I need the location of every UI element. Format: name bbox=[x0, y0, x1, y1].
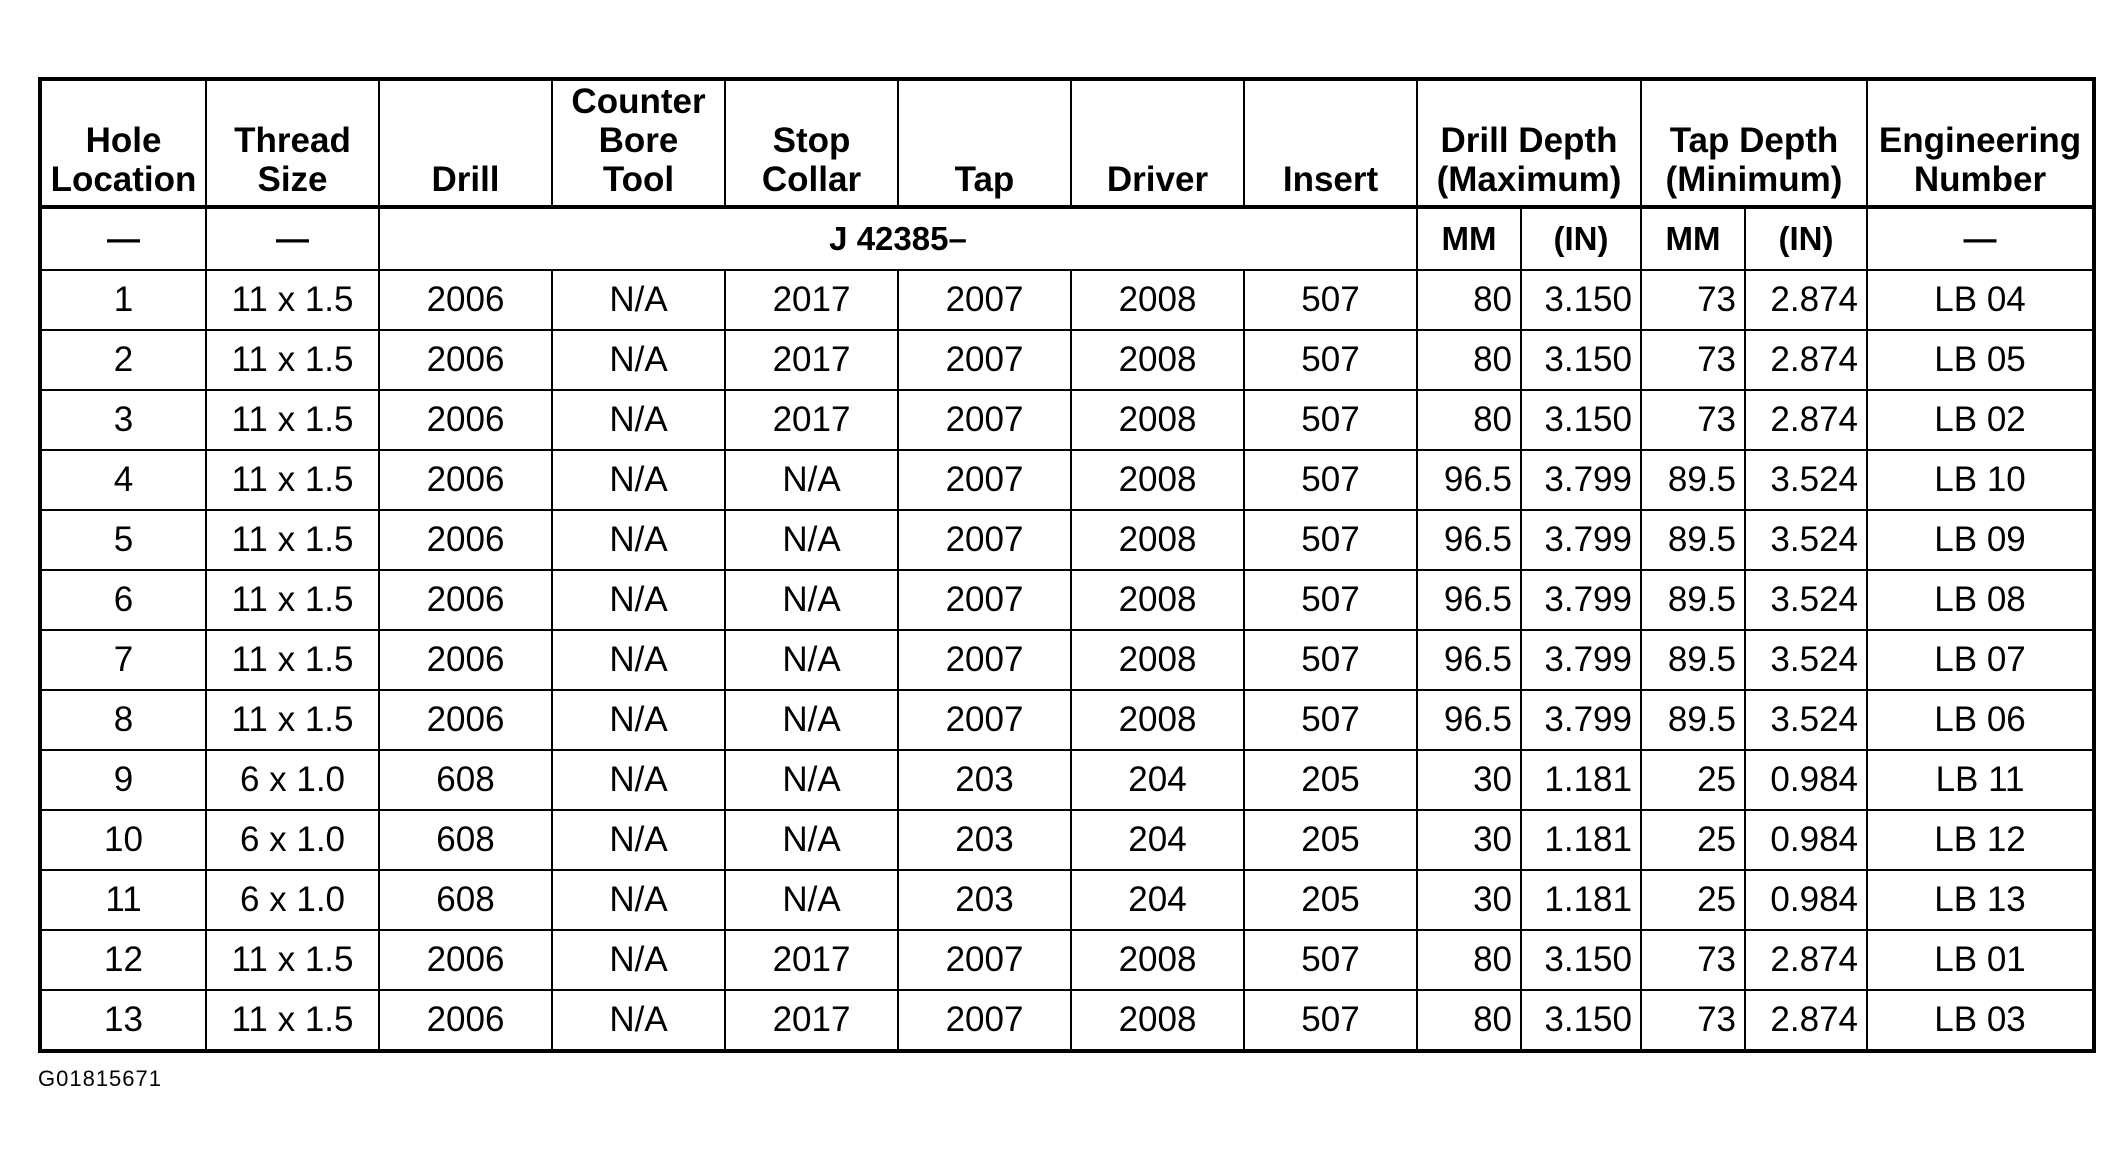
cell-engineering-number: LB 08 bbox=[1867, 570, 2094, 630]
header-drill-depth bbox=[1417, 79, 1641, 207]
cell-counter-bore-tool: N/A bbox=[552, 510, 725, 570]
cell-stop-collar: N/A bbox=[725, 510, 898, 570]
header-hole-location bbox=[40, 79, 206, 207]
header-insert bbox=[1244, 79, 1417, 207]
subheader-drill-in: (IN) bbox=[1521, 207, 1641, 270]
cell-tap-depth-in: 2.874 bbox=[1745, 330, 1867, 390]
subheader-engineering: — bbox=[1867, 207, 2094, 270]
cell-insert: 507 bbox=[1244, 390, 1417, 450]
cell-tap-depth-mm: 89.5 bbox=[1641, 570, 1745, 630]
cell-counter-bore-tool: N/A bbox=[552, 270, 725, 330]
cell-engineering-number: LB 04 bbox=[1867, 270, 2094, 330]
cell-tap: 2007 bbox=[898, 330, 1071, 390]
cell-tap: 2007 bbox=[898, 510, 1071, 570]
header-text: (Minimum) bbox=[1665, 160, 1843, 199]
cell-thread-size: 11 x 1.5 bbox=[206, 930, 379, 990]
cell-tap-depth-mm: 73 bbox=[1641, 270, 1745, 330]
cell-drill-depth-in: 3.150 bbox=[1521, 390, 1641, 450]
cell-drill-depth-mm: 96.5 bbox=[1417, 570, 1521, 630]
cell-engineering-number: LB 09 bbox=[1867, 510, 2094, 570]
cell-hole-location: 9 bbox=[40, 750, 206, 810]
cell-tap-depth-in: 3.524 bbox=[1745, 690, 1867, 750]
header-drill bbox=[379, 79, 552, 207]
header-text: Drill Depth bbox=[1440, 121, 1618, 160]
cell-driver: 2008 bbox=[1071, 330, 1244, 390]
subheader-row bbox=[40, 207, 2094, 270]
table-row bbox=[40, 690, 2094, 750]
cell-hole-location: 3 bbox=[40, 390, 206, 450]
cell-tap: 2007 bbox=[898, 930, 1071, 990]
cell-tap-depth-mm: 73 bbox=[1641, 390, 1745, 450]
cell-tap: 203 bbox=[898, 870, 1071, 930]
cell-tap: 2007 bbox=[898, 450, 1071, 510]
cell-insert: 205 bbox=[1244, 870, 1417, 930]
cell-counter-bore-tool: N/A bbox=[552, 330, 725, 390]
subheader-drill-mm: MM bbox=[1417, 207, 1521, 270]
cell-tap-depth-mm: 89.5 bbox=[1641, 510, 1745, 570]
cell-counter-bore-tool: N/A bbox=[552, 810, 725, 870]
header-text: Insert bbox=[1282, 160, 1379, 199]
header-text: (Maximum) bbox=[1436, 160, 1622, 199]
cell-tap: 203 bbox=[898, 750, 1071, 810]
cell-counter-bore-tool: N/A bbox=[552, 570, 725, 630]
cell-drill: 608 bbox=[379, 870, 552, 930]
cell-drill-depth-in: 3.150 bbox=[1521, 330, 1641, 390]
header-thread-size bbox=[206, 79, 379, 207]
header-text: Tap bbox=[954, 160, 1015, 199]
cell-thread-size: 6 x 1.0 bbox=[206, 870, 379, 930]
cell-drill: 2006 bbox=[379, 990, 552, 1051]
cell-hole-location: 11 bbox=[40, 870, 206, 930]
table-row bbox=[40, 270, 2094, 330]
header-text: Driver bbox=[1106, 160, 1209, 199]
cell-thread-size: 11 x 1.5 bbox=[206, 390, 379, 450]
cell-engineering-number: LB 12 bbox=[1867, 810, 2094, 870]
header-row bbox=[40, 79, 2094, 207]
cell-thread-size: 11 x 1.5 bbox=[206, 510, 379, 570]
cell-driver: 2008 bbox=[1071, 510, 1244, 570]
cell-hole-location: 10 bbox=[40, 810, 206, 870]
cell-counter-bore-tool: N/A bbox=[552, 990, 725, 1051]
cell-tap-depth-in: 0.984 bbox=[1745, 870, 1867, 930]
cell-driver: 2008 bbox=[1071, 270, 1244, 330]
subheader-thread-size: — bbox=[206, 207, 379, 270]
cell-thread-size: 6 x 1.0 bbox=[206, 810, 379, 870]
header-text: Counter bbox=[571, 82, 706, 121]
table-row bbox=[40, 930, 2094, 990]
cell-stop-collar: 2017 bbox=[725, 930, 898, 990]
cell-counter-bore-tool: N/A bbox=[552, 870, 725, 930]
cell-driver: 2008 bbox=[1071, 390, 1244, 450]
cell-drill-depth-mm: 80 bbox=[1417, 390, 1521, 450]
cell-drill-depth-in: 3.799 bbox=[1521, 690, 1641, 750]
cell-tap-depth-in: 2.874 bbox=[1745, 390, 1867, 450]
cell-tap-depth-mm: 25 bbox=[1641, 870, 1745, 930]
header-stop-collar bbox=[725, 79, 898, 207]
cell-counter-bore-tool: N/A bbox=[552, 390, 725, 450]
cell-drill-depth-in: 1.181 bbox=[1521, 810, 1641, 870]
cell-counter-bore-tool: N/A bbox=[552, 690, 725, 750]
cell-stop-collar: N/A bbox=[725, 870, 898, 930]
cell-drill-depth-mm: 30 bbox=[1417, 870, 1521, 930]
cell-hole-location: 6 bbox=[40, 570, 206, 630]
table-row bbox=[40, 570, 2094, 630]
cell-hole-location: 8 bbox=[40, 690, 206, 750]
cell-stop-collar: 2017 bbox=[725, 390, 898, 450]
cell-hole-location: 2 bbox=[40, 330, 206, 390]
cell-tap: 203 bbox=[898, 810, 1071, 870]
cell-tap-depth-in: 3.524 bbox=[1745, 450, 1867, 510]
header-text: Thread bbox=[234, 121, 351, 160]
cell-stop-collar: N/A bbox=[725, 690, 898, 750]
cell-tap-depth-in: 2.874 bbox=[1745, 990, 1867, 1051]
cell-thread-size: 11 x 1.5 bbox=[206, 570, 379, 630]
cell-drill-depth-mm: 96.5 bbox=[1417, 510, 1521, 570]
cell-drill-depth-in: 3.799 bbox=[1521, 570, 1641, 630]
cell-tap-depth-mm: 25 bbox=[1641, 810, 1745, 870]
cell-driver: 204 bbox=[1071, 870, 1244, 930]
cell-drill-depth-mm: 30 bbox=[1417, 750, 1521, 810]
cell-hole-location: 7 bbox=[40, 630, 206, 690]
table-row bbox=[40, 330, 2094, 390]
cell-drill-depth-mm: 96.5 bbox=[1417, 450, 1521, 510]
cell-hole-location: 12 bbox=[40, 930, 206, 990]
cell-stop-collar: N/A bbox=[725, 810, 898, 870]
cell-insert: 507 bbox=[1244, 510, 1417, 570]
header-engineering-number bbox=[1867, 79, 2094, 207]
cell-driver: 2008 bbox=[1071, 990, 1244, 1051]
cell-insert: 507 bbox=[1244, 930, 1417, 990]
cell-drill: 2006 bbox=[379, 690, 552, 750]
table-row bbox=[40, 870, 2094, 930]
cell-drill-depth-mm: 30 bbox=[1417, 810, 1521, 870]
cell-driver: 204 bbox=[1071, 750, 1244, 810]
header-text: Engineering bbox=[1878, 121, 2082, 160]
cell-thread-size: 11 x 1.5 bbox=[206, 990, 379, 1051]
cell-tap: 2007 bbox=[898, 630, 1071, 690]
cell-drill: 2006 bbox=[379, 510, 552, 570]
cell-stop-collar: 2017 bbox=[725, 330, 898, 390]
cell-engineering-number: LB 10 bbox=[1867, 450, 2094, 510]
cell-tap: 2007 bbox=[898, 690, 1071, 750]
cell-drill: 2006 bbox=[379, 330, 552, 390]
header-text: Tool bbox=[602, 160, 675, 199]
cell-engineering-number: LB 06 bbox=[1867, 690, 2094, 750]
header-text: Collar bbox=[761, 160, 862, 199]
cell-engineering-number: LB 13 bbox=[1867, 870, 2094, 930]
header-text: Drill bbox=[431, 160, 500, 199]
cell-thread-size: 11 x 1.5 bbox=[206, 270, 379, 330]
cell-counter-bore-tool: N/A bbox=[552, 930, 725, 990]
subheader-tap-mm: MM bbox=[1641, 207, 1745, 270]
cell-drill-depth-in: 3.150 bbox=[1521, 930, 1641, 990]
cell-counter-bore-tool: N/A bbox=[552, 750, 725, 810]
figure-caption: G01815671 bbox=[38, 1066, 162, 1091]
cell-tap-depth-in: 0.984 bbox=[1745, 810, 1867, 870]
cell-drill: 2006 bbox=[379, 390, 552, 450]
cell-drill: 2006 bbox=[379, 450, 552, 510]
cell-hole-location: 4 bbox=[40, 450, 206, 510]
cell-engineering-number: LB 03 bbox=[1867, 990, 2094, 1051]
cell-tap-depth-in: 2.874 bbox=[1745, 930, 1867, 990]
header-text: Location bbox=[50, 160, 197, 199]
cell-stop-collar: N/A bbox=[725, 570, 898, 630]
header-text: Stop bbox=[772, 121, 851, 160]
header-driver bbox=[1071, 79, 1244, 207]
cell-drill-depth-in: 1.181 bbox=[1521, 870, 1641, 930]
cell-stop-collar: N/A bbox=[725, 450, 898, 510]
cell-drill: 2006 bbox=[379, 570, 552, 630]
cell-drill-depth-in: 3.150 bbox=[1521, 990, 1641, 1051]
cell-insert: 507 bbox=[1244, 570, 1417, 630]
cell-tap-depth-in: 3.524 bbox=[1745, 510, 1867, 570]
header-tap bbox=[898, 79, 1071, 207]
cell-drill-depth-mm: 80 bbox=[1417, 270, 1521, 330]
cell-tap-depth-mm: 89.5 bbox=[1641, 690, 1745, 750]
cell-driver: 2008 bbox=[1071, 570, 1244, 630]
cell-insert: 507 bbox=[1244, 270, 1417, 330]
header-text: Bore bbox=[598, 121, 679, 160]
cell-tap-depth-mm: 73 bbox=[1641, 990, 1745, 1051]
cell-tap-depth-mm: 89.5 bbox=[1641, 630, 1745, 690]
subheader-tap-in: (IN) bbox=[1745, 207, 1867, 270]
cell-stop-collar: 2017 bbox=[725, 270, 898, 330]
cell-insert: 205 bbox=[1244, 810, 1417, 870]
cell-drill-depth-mm: 96.5 bbox=[1417, 630, 1521, 690]
cell-drill-depth-mm: 80 bbox=[1417, 330, 1521, 390]
cell-drill-depth-in: 3.150 bbox=[1521, 270, 1641, 330]
cell-drill: 2006 bbox=[379, 270, 552, 330]
cell-driver: 2008 bbox=[1071, 930, 1244, 990]
cell-thread-size: 6 x 1.0 bbox=[206, 750, 379, 810]
cell-stop-collar: 2017 bbox=[725, 990, 898, 1051]
cell-drill-depth-in: 3.799 bbox=[1521, 510, 1641, 570]
cell-hole-location: 1 bbox=[40, 270, 206, 330]
subheader-tool-prefix: J 42385– bbox=[379, 207, 1417, 270]
cell-insert: 507 bbox=[1244, 630, 1417, 690]
header-text: Tap Depth bbox=[1669, 121, 1839, 160]
header-counter-bore-tool bbox=[552, 79, 725, 207]
cell-tap-depth-in: 2.874 bbox=[1745, 270, 1867, 330]
cell-stop-collar: N/A bbox=[725, 750, 898, 810]
cell-tap-depth-mm: 73 bbox=[1641, 930, 1745, 990]
header-text: Number bbox=[1913, 160, 2047, 199]
cell-thread-size: 11 x 1.5 bbox=[206, 450, 379, 510]
cell-insert: 507 bbox=[1244, 450, 1417, 510]
cell-tap: 2007 bbox=[898, 270, 1071, 330]
cell-drill-depth-mm: 80 bbox=[1417, 930, 1521, 990]
cell-drill-depth-in: 3.799 bbox=[1521, 630, 1641, 690]
cell-insert: 507 bbox=[1244, 990, 1417, 1051]
cell-driver: 2008 bbox=[1071, 690, 1244, 750]
cell-thread-size: 11 x 1.5 bbox=[206, 330, 379, 390]
cell-engineering-number: LB 02 bbox=[1867, 390, 2094, 450]
cell-tap: 2007 bbox=[898, 570, 1071, 630]
header-text: Hole bbox=[85, 121, 162, 160]
cell-driver: 2008 bbox=[1071, 630, 1244, 690]
cell-engineering-number: LB 07 bbox=[1867, 630, 2094, 690]
cell-drill-depth-in: 1.181 bbox=[1521, 750, 1641, 810]
cell-drill: 608 bbox=[379, 750, 552, 810]
table-row bbox=[40, 750, 2094, 810]
cell-engineering-number: LB 01 bbox=[1867, 930, 2094, 990]
cell-hole-location: 13 bbox=[40, 990, 206, 1051]
table-row bbox=[40, 450, 2094, 510]
cell-stop-collar: N/A bbox=[725, 630, 898, 690]
cell-tap: 2007 bbox=[898, 990, 1071, 1051]
cell-hole-location: 5 bbox=[40, 510, 206, 570]
cell-tap-depth-mm: 73 bbox=[1641, 330, 1745, 390]
cell-thread-size: 11 x 1.5 bbox=[206, 690, 379, 750]
cell-insert: 507 bbox=[1244, 690, 1417, 750]
cell-tap-depth-in: 3.524 bbox=[1745, 630, 1867, 690]
cell-drill-depth-in: 3.799 bbox=[1521, 450, 1641, 510]
cell-counter-bore-tool: N/A bbox=[552, 630, 725, 690]
table-row bbox=[40, 510, 2094, 570]
cell-thread-size: 11 x 1.5 bbox=[206, 630, 379, 690]
cell-tap-depth-in: 3.524 bbox=[1745, 570, 1867, 630]
header-text: Size bbox=[257, 160, 328, 199]
header-tap-depth bbox=[1641, 79, 1867, 207]
cell-drill: 2006 bbox=[379, 630, 552, 690]
cell-engineering-number: LB 05 bbox=[1867, 330, 2094, 390]
cell-counter-bore-tool: N/A bbox=[552, 450, 725, 510]
cell-insert: 507 bbox=[1244, 330, 1417, 390]
cell-drill-depth-mm: 80 bbox=[1417, 990, 1521, 1051]
cell-engineering-number: LB 11 bbox=[1867, 750, 2094, 810]
cell-tap-depth-mm: 25 bbox=[1641, 750, 1745, 810]
table-row bbox=[40, 810, 2094, 870]
cell-drill-depth-mm: 96.5 bbox=[1417, 690, 1521, 750]
cell-driver: 204 bbox=[1071, 810, 1244, 870]
thread-repair-spec-table bbox=[38, 77, 2096, 1053]
subheader-hole-location: — bbox=[40, 207, 206, 270]
cell-insert: 205 bbox=[1244, 750, 1417, 810]
cell-drill: 2006 bbox=[379, 930, 552, 990]
cell-tap-depth-mm: 89.5 bbox=[1641, 450, 1745, 510]
cell-tap: 2007 bbox=[898, 390, 1071, 450]
table-row bbox=[40, 390, 2094, 450]
cell-tap-depth-in: 0.984 bbox=[1745, 750, 1867, 810]
table-row bbox=[40, 990, 2094, 1051]
table-row bbox=[40, 630, 2094, 690]
cell-driver: 2008 bbox=[1071, 450, 1244, 510]
cell-drill: 608 bbox=[379, 810, 552, 870]
